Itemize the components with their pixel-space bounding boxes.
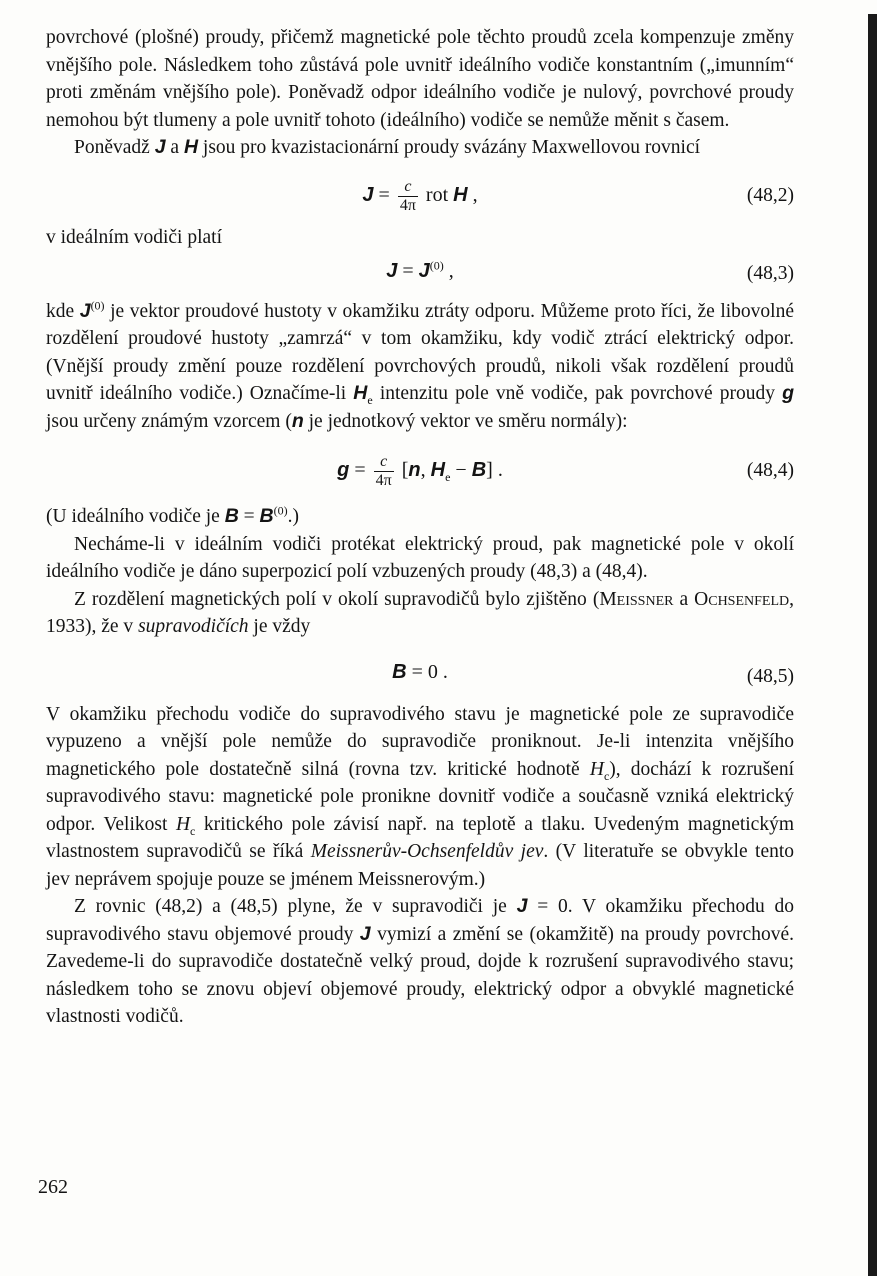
fraction: $\frac{c}{4\pi}$ — [375, 453, 392, 489]
page-number: 262 — [38, 1176, 68, 1198]
paragraph-8: V okamžiku přechodu vodiče do supravodivého stavu je magnetické pole ze supravodiče vypuzeno a vnější pole nemůže do supravodiče proniknout. Je-li intenzita vnějšího magnetického pole dostatečně silná (rovna tzv. kritické hodnotě $H_c$), dochází k rozrušení supravodivého stavu: magnetické pole pronikne dovnitř vodiče a současně vzniká elektrický odpor. Velikost $H_c$ kritického pole závisí např. na teplotě a tlaku. Uvedeným magnetickým vlastnostem supravodičů se říká Meissnerův-Ochsenfeldův jev. (V literatuře se obvykle tento jev neprávem spojuje pouze se jménem Meissnerovým.) — [46, 703, 795, 890]
equation-number: (48,3) — [746, 262, 794, 284]
equation-48-4-body: g = $\frac{c}{4\pi}$ [n, $H_e - B$] . — [337, 453, 503, 489]
paragraph-2: Poněvadž J a H jsou pro kvazistacionární proudy svázány Maxwellovou rovnicí — [74, 136, 701, 158]
paragraph-7: Z rozdělení magnetických polí v okolí supravodičů bylo zjištěno (Meissner a Ochsenfeld, 1933), že v supravodičích je vždy — [46, 588, 795, 637]
equation-48-5 — [46, 647, 794, 697]
equation-number: (48,2) — [746, 184, 794, 206]
equation-number: (48,5) — [746, 665, 794, 687]
equation-48-4 — [46, 441, 794, 499]
page-body — [46, 24, 794, 1031]
page-edge-bar — [868, 14, 877, 1276]
paragraph-6: Necháme-li v ideálním vodiči protékat elektrický proud, pak magnetické pole v okolí ideálního vodiče je dáno superpozicí polí vzbuzených proudy (48,3) a (48,4). — [46, 533, 794, 582]
paragraph-3: v ideálním vodiči platí — [46, 226, 223, 248]
equation-48-2-body: J = $\frac{c}{4\pi}$ rot H , — [362, 177, 478, 214]
equation-48-3 — [46, 252, 794, 294]
paragraph-1: povrchové (plošné) proudy, přičemž magnetické pole těchto proudů zcela kompenzuje změny vnějšího pole. Následkem toho zůstává pole uvnitř ideálního vodiče konstantním („imunním“ proti změnám vnějšího pole). Poněvadž odpor ideálního vodiče je nulový, povrchové proudy nemohou být tlumeny a pole uvnitř tohoto (ideálního) vodiče se nemůže měnit s časem. — [46, 27, 794, 131]
paragraph-9: Z rovnic (48,2) a (48,5) plyne, že v supravodiči je J = 0. V okamžiku přechodu do supravodivého stavu objemové proudy J vymizí a změní se (okamžitě) na proudy povrchové. Zavedeme-li do supravodiče dostatečně velký proud, dojde k rozrušení supravodivého stavu; následkem toho se znovu objeví objemové proudy, elektrický odpor a obvyklé magnetické vlastnosti vodičů. — [46, 895, 795, 1027]
paragraph-3-line — [46, 224, 794, 252]
fraction: $\frac{c}{4\pi}$ — [399, 177, 416, 214]
equation-48-5-body: B = 0 . — [392, 660, 448, 683]
equation-48-2 — [46, 168, 794, 220]
equation-48-3-body: $J = J^{(0)}$ , — [386, 257, 454, 282]
equation-number: (48,4) — [746, 460, 794, 481]
paragraph-4: kde $J^{(0)}$ je vektor proudové hustoty v okamžiku ztráty odporu. Můžeme proto říci, že libovolné rozdělení proudové hustoty „zamrzá“ v tom okamžiku, kdy vodič ztrácí elektrický odpor. (Vnější proudy změní pouze rozdělení povrchových proudů, nikoli však rozdělení proudů uvnitř ideálního vodiče.) Označíme-li $H_e$ intenzitu pole vně vodiče, pak povrchové proudy g jsou určeny známým vzorcem (n je jednotkový vektor ve směru normály): — [46, 298, 795, 432]
paragraph-5: (U ideálního vodiče je $B = B^{(0)}$.) — [46, 503, 300, 527]
